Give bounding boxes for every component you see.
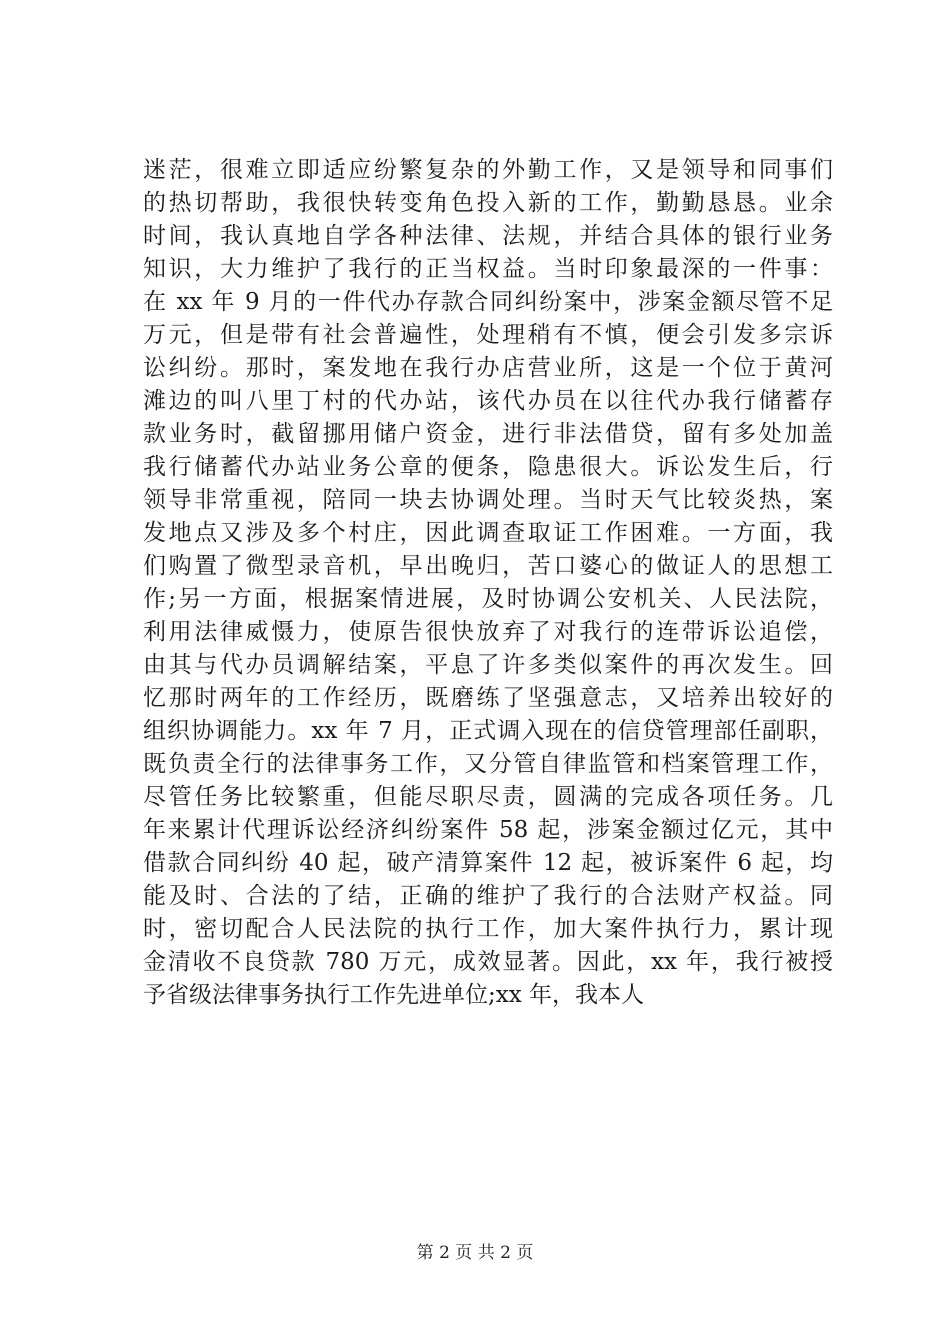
text-line: 万元，但是带有社会普遍性，处理稍有不慎，便会引发多宗诉 <box>143 322 833 348</box>
text-line: 尽管任务比较繁重，但能尽职尽责，圆满的完成各项任务。几 <box>143 784 833 810</box>
text-line: 讼纠纷。那时，案发地在我行办店营业所，这是一个位于黄河 <box>143 355 833 381</box>
text-line: 时，密切配合人民法院的执行工作，加大案件执行力，累计现 <box>143 916 833 942</box>
text-line: 能及时、合法的了结，正确的维护了我行的合法财产权益。同 <box>143 883 833 909</box>
text-line: 金清收不良贷款 780 万元，成效显著。因此，xx 年，我行被授 <box>143 949 833 975</box>
body-paragraph <box>143 154 833 1012</box>
text-line: 作;另一方面，根据案情进展，及时协调公安机关、人民法院， <box>143 586 833 612</box>
text-line: 款业务时，截留挪用储户资金，进行非法借贷，留有多处加盖 <box>143 421 833 447</box>
text-line: 的热切帮助，我很快转变角色投入新的工作，勤勤恳恳。业余 <box>143 190 833 216</box>
text-line: 时间，我认真地自学各种法律、法规，并结合具体的银行业务 <box>143 223 833 249</box>
text-line: 组织协调能力。xx 年 7 月，正式调入现在的信贷管理部任副职， <box>143 718 833 744</box>
text-line: 在 xx 年 9 月的一件代办存款合同纠纷案中，涉案金额尽管不足 <box>143 289 833 315</box>
text-line: 忆那时两年的工作经历，既磨练了坚强意志，又培养出较好的 <box>143 685 833 711</box>
text-line: 利用法律威慑力，使原告很快放弃了对我行的连带诉讼追偿， <box>143 619 833 645</box>
text-line: 予省级法律事务执行工作先进单位;xx 年，我本人 <box>143 982 645 1008</box>
text-line: 知识，大力维护了我行的正当权益。当时印象最深的一件事： <box>143 256 833 282</box>
page-number-footer: 第 2 页 共 2 页 <box>416 1243 534 1263</box>
text-line: 滩边的叫八里丁村的代办站，该代办员在以往代办我行储蓄存 <box>143 388 833 414</box>
text-line: 年来累计代理诉讼经济纠纷案件 58 起，涉案金额过亿元，其中 <box>143 817 833 843</box>
text-line: 借款合同纠纷 40 起，破产清算案件 12 起，被诉案件 6 起，均 <box>143 850 833 876</box>
text-line: 领导非常重视，陪同一块去协调处理。当时天气比较炎热，案 <box>143 487 833 513</box>
text-line: 们购置了微型录音机，早出晚归，苦口婆心的做证人的思想工 <box>143 553 833 579</box>
text-line: 既负责全行的法律事务工作，又分管自律监管和档案管理工作， <box>143 751 833 777</box>
text-line: 迷茫，很难立即适应纷繁复杂的外勤工作，又是领导和同事们 <box>143 157 833 183</box>
text-line: 我行储蓄代办站业务公章的便条，隐患很大。诉讼发生后，行 <box>143 454 833 480</box>
text-line: 发地点又涉及多个村庄，因此调查取证工作困难。一方面，我 <box>143 520 833 546</box>
text-line: 由其与代办员调解结案，平息了许多类似案件的再次发生。回 <box>143 652 833 678</box>
